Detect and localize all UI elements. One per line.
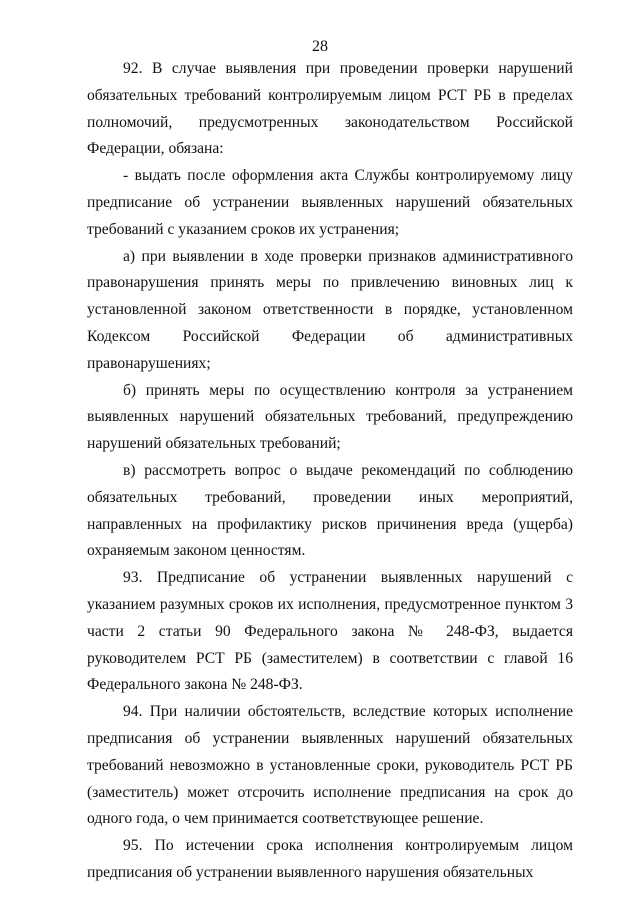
- paragraph-item-a: а) при выявлении в ходе проверки признаков административного правонарушения принять меры по привлечению виновных лиц к установленной законом ответственности в порядке, установленном Кодексом Российской Федерации об административных правонарушениях;: [87, 247, 573, 372]
- paragraph-issue-order: - выдать после оформления акта Службы контролируемому лицу предписание об устранении выявленных нарушений обязательных требований с указанием сроков их устранения;: [87, 167, 573, 238]
- paragraph-item-b: б) принять меры по осуществлению контроля за устранением выявленных нарушений обязательных требований, предупреждению нарушений обязательных требований;: [87, 381, 573, 453]
- paragraph-93: 93. Предписание об устранении выявленных нарушений с указанием разумных сроков их исполнения, предусмотренное пунктом 3 части 2 статьи 90 Федерального закона № 248-ФЗ, выдается руководителем РСТ РБ (заместителем) в соответствии с главой 16 Федерального закона № 248-ФЗ.: [87, 569, 573, 694]
- paragraph-item-v: в) рассмотреть вопрос о выдаче рекомендаций по соблюдению обязательных требований, проведении иных мероприятий, направленных на профилактику рисков причинения вреда (ущерба) охраняемым законом ценностям.: [87, 461, 573, 560]
- paragraph-94: 94. При наличии обстоятельств, вследствие которых исполнение предписания об устранении выявленных нарушений обязательных требований невозможно в установленные сроки, руководитель РСТ РБ (заместитель) может отсрочить исполнение предписания на срок до одного года, о чем принимается соответствующее решение.: [87, 703, 573, 828]
- document-body: [87, 56, 573, 887]
- paragraph-92: 92. В случае выявления при проведении проверки нарушений обязательных требований контролируемым лицом РСТ РБ в пределах полномочий, предусмотренных законодательством Российской Федерации, обязана:: [87, 60, 573, 158]
- page-number: 28: [312, 38, 328, 55]
- paragraph-95: 95. По истечении срока исполнения контролируемым лицом предписания об устранении выявленного нарушения обязательных: [87, 837, 573, 881]
